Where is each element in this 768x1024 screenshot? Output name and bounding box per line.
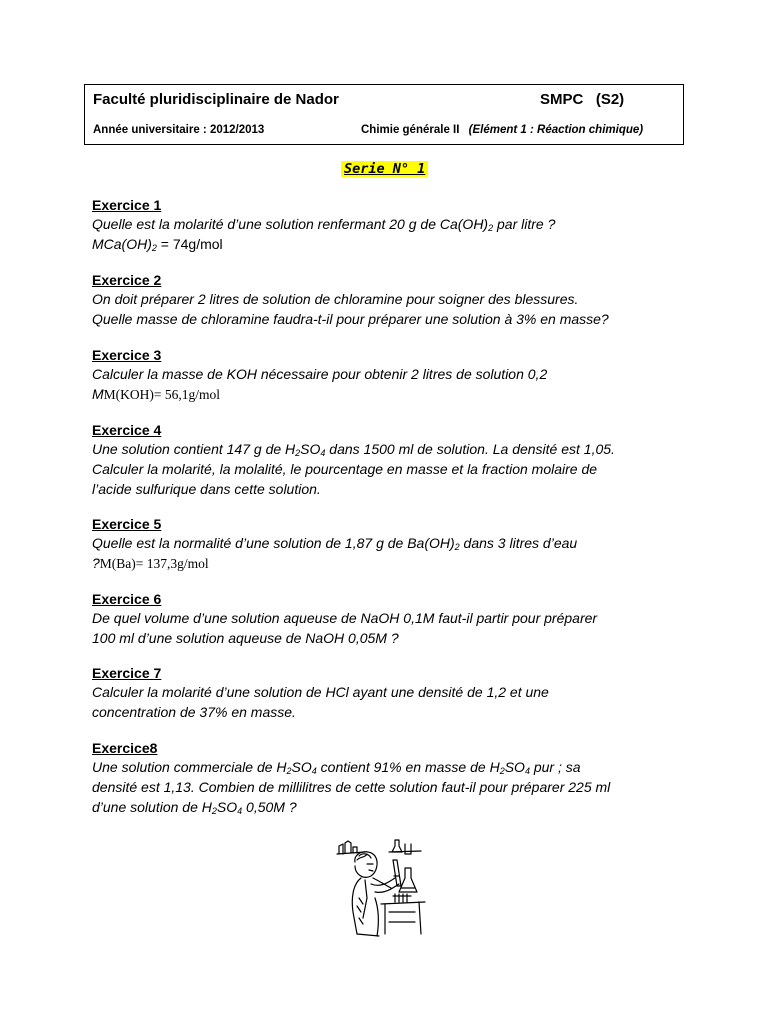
- exercise-text: Calculer la molarité, la molalité, le pourcentage en masse et la fraction molaire de: [92, 461, 598, 477]
- exercise-text: Quelle est la molarité d’une solution renfermant 20 g de $Ca(OH)_2$ par litre ?: [92, 216, 556, 233]
- exercise-3: [92, 346, 692, 405]
- serie-title: Serie N° 1: [341, 161, 428, 177]
- course-name: Chimie générale II: [361, 124, 460, 136]
- exercise-text: $MCa(OH)_2 = 74g/mol$: [92, 236, 223, 253]
- exercise-7: [92, 664, 692, 722]
- course-title: [361, 124, 643, 136]
- exercise-5: [92, 515, 692, 574]
- course-element: (Elément 1 : Réaction chimique): [468, 124, 644, 136]
- faculty-name: Faculté pluridisciplinaire de Nador: [93, 91, 339, 108]
- exercise-text: Une solution commerciale de $H_2SO_4$ contient 91% en masse de $H_2SO_4$ pur ; sa: [92, 759, 581, 776]
- exercise-title: Exercice 1: [92, 197, 162, 213]
- exercise-text: Quelle masse de chloramine faudra-t-il pour préparer une solution à 3% en masse?: [92, 311, 609, 327]
- exercise-title: Exercice 6: [92, 591, 162, 607]
- exercise-text: Calculer la masse de KOH nécessaire pour obtenir 2 litres de solution 0,2: [92, 366, 548, 382]
- exercise-title: Exercice 4: [92, 422, 162, 438]
- exercise-text: d’une solution de $H_2SO_4$ 0,50M ?: [92, 799, 297, 816]
- exercise-text: ?M(Ba)= 137,3g/mol: [92, 555, 209, 571]
- exercise-text: concentration de 37% en masse.: [92, 704, 296, 720]
- exercise-text: densité est 1,13. Combien de millilitres de cette solution faut-il pour préparer 225 ml: [92, 779, 611, 795]
- exercise-4: [92, 421, 692, 499]
- exercise-text: Calculer la molarité d’une solution de HCl ayant une densité de 1,2 et une: [92, 684, 549, 700]
- program-label: SMPC (S2): [540, 91, 625, 108]
- exercise-title: Exercice 5: [92, 516, 162, 532]
- exercise-text: Une solution contient 147 g de $H_2SO_4$ dans 1500 ml de solution. La densité est 1,05.: [92, 441, 615, 458]
- exercise-text: De quel volume d’une solution aqueuse de NaOH 0,1M faut-il partir pour préparer: [92, 610, 598, 626]
- header-box: [84, 84, 684, 145]
- exercise-title: Exercice8: [92, 740, 158, 756]
- chemist-illustration: [335, 838, 427, 938]
- exercise-text: MM(KOH)= 56,1g/mol: [92, 386, 221, 402]
- exercise-text: Quelle est la normalité d’une solution de 1,87 g de $Ba(OH)_2$ dans 3 litres d’eau: [92, 535, 578, 552]
- academic-year: Année universitaire : 2012/2013: [93, 124, 265, 136]
- exercise-1: [92, 196, 692, 254]
- exercise-6: [92, 590, 692, 648]
- exercise-text: 100 ml d’une solution aqueuse de NaOH 0,05M ?: [92, 630, 399, 646]
- exercise-text: On doit préparer 2 litres de solution de chloramine pour soigner des blessures.: [92, 291, 579, 307]
- exercise-title: Exercice 3: [92, 347, 162, 363]
- exercise-title: Exercice 2: [92, 272, 162, 288]
- exercise-2: [92, 271, 692, 329]
- exercise-title: Exercice 7: [92, 665, 162, 681]
- exercise-8: [92, 739, 692, 817]
- exercise-text: l’acide sulfurique dans cette solution.: [92, 481, 321, 497]
